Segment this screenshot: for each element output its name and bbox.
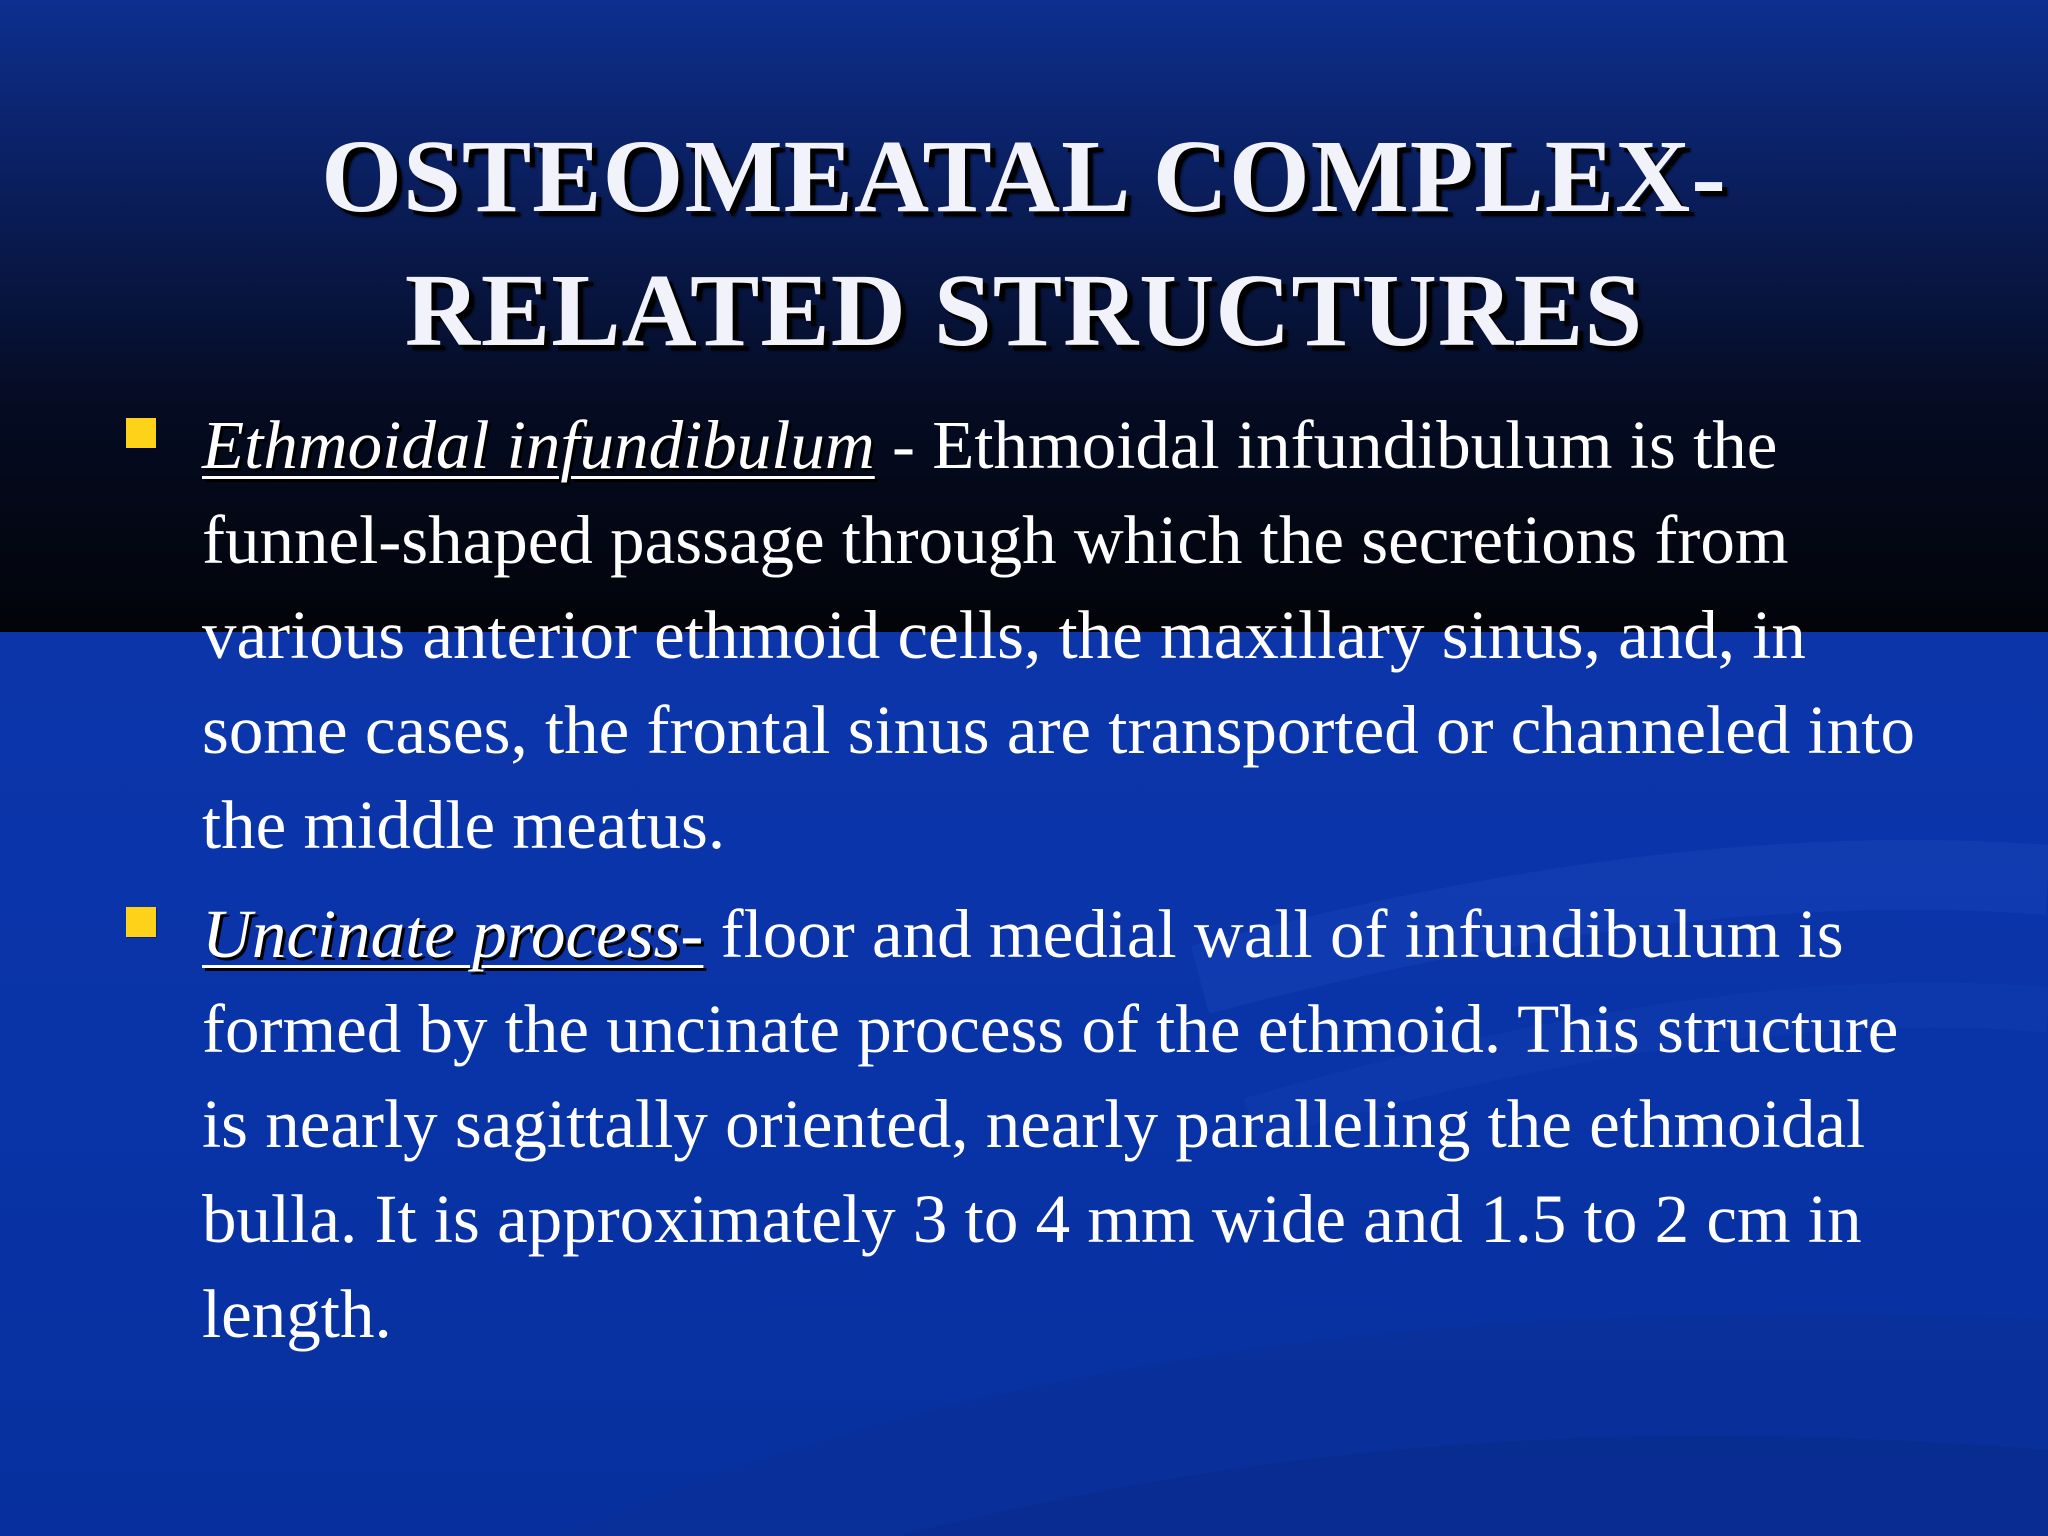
bullet-list <box>126 398 1926 1376</box>
bullet-text-uncinate-process: floor and medial wall of infundibulum is formed by the uncinate process of the ethmoid. This structure is nearly sagittally oriented, nearly paralleling the ethmoidal bulla. It is approximately 3 to 4 mm wide and 1.5 to 2 cm in length. <box>202 896 1899 1352</box>
term-ethmoidal-infundibulum: Ethmoidal infundibulum <box>202 407 875 483</box>
term-uncinate-process: Uncinate process- <box>202 896 704 972</box>
slide-title <box>0 110 2048 378</box>
title-line-2: RELATED STRUCTURES <box>404 252 1644 368</box>
square-bullet-icon <box>126 418 156 448</box>
bullet-uncinate-process <box>126 887 1926 1362</box>
bullet-ethmoidal-infundibulum <box>126 398 1926 873</box>
title-line-1: OSTEOMEATAL COMPLEX- <box>321 118 1727 234</box>
square-bullet-icon <box>126 907 156 937</box>
bullet-text-ethmoidal-infundibulum: - Ethmoidal infundibulum is the funnel-shaped passage through which the secretions from various anterior ethmoid cells, the maxillary sinus, and, in some cases, the frontal sinus are transported or channeled into the middle meatus. <box>202 407 1915 863</box>
